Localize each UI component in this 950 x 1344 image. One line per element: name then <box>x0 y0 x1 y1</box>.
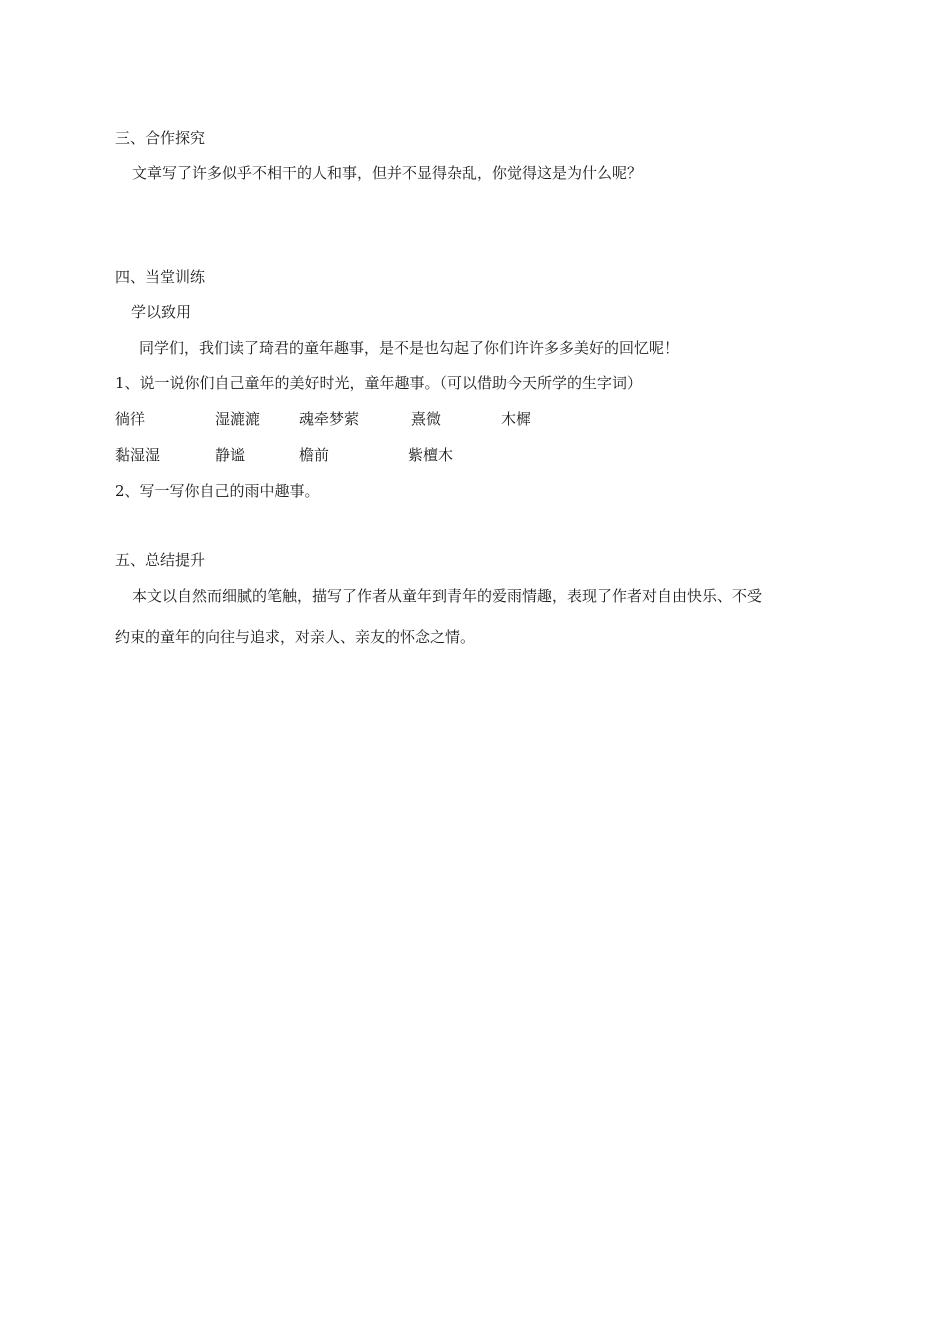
vocab-word: 湿漉漉 <box>215 410 261 428</box>
vocab-word: 紫檀木 <box>408 446 454 464</box>
vocab-word: 徜徉 <box>115 410 146 428</box>
section-4-subheading: 学以致用 <box>131 303 192 321</box>
section-4-intro: 同学们，我们读了琦君的童年趣事，是不是也勾起了你们许许多多美好的回忆呢！ <box>139 339 680 357</box>
task-1: 1、说一说你们自己童年的美好时光，童年趣事。（可以借助今天所学的生字词） <box>115 374 643 392</box>
vocab-word: 黏湿湿 <box>115 446 161 464</box>
section-4-heading: 四、当堂训练 <box>115 268 206 286</box>
vocab-word: 檐前 <box>299 446 330 464</box>
section-3-heading: 三、合作探究 <box>115 129 206 147</box>
summary-line-2: 约束的童年的向往与追求，对亲人、亲友的怀念之情。 <box>115 628 476 646</box>
section-5-heading: 五、总结提升 <box>115 551 206 569</box>
vocab-word: 熹微 <box>411 410 442 428</box>
vocab-word: 静谧 <box>215 446 246 464</box>
vocab-word: 木樨 <box>501 410 532 428</box>
summary-line-1: 本文以自然而细腻的笔触，描写了作者从童年到青年的爱雨情趣，表现了作者对自由快乐、不受 <box>132 587 763 605</box>
vocab-word: 魂牵梦萦 <box>299 410 360 428</box>
section-3-question: 文章写了许多似乎不相干的人和事，但并不显得杂乱，你觉得这是为什么呢？ <box>132 164 643 182</box>
task-2: 2、写一写你自己的雨中趣事。 <box>115 482 320 500</box>
